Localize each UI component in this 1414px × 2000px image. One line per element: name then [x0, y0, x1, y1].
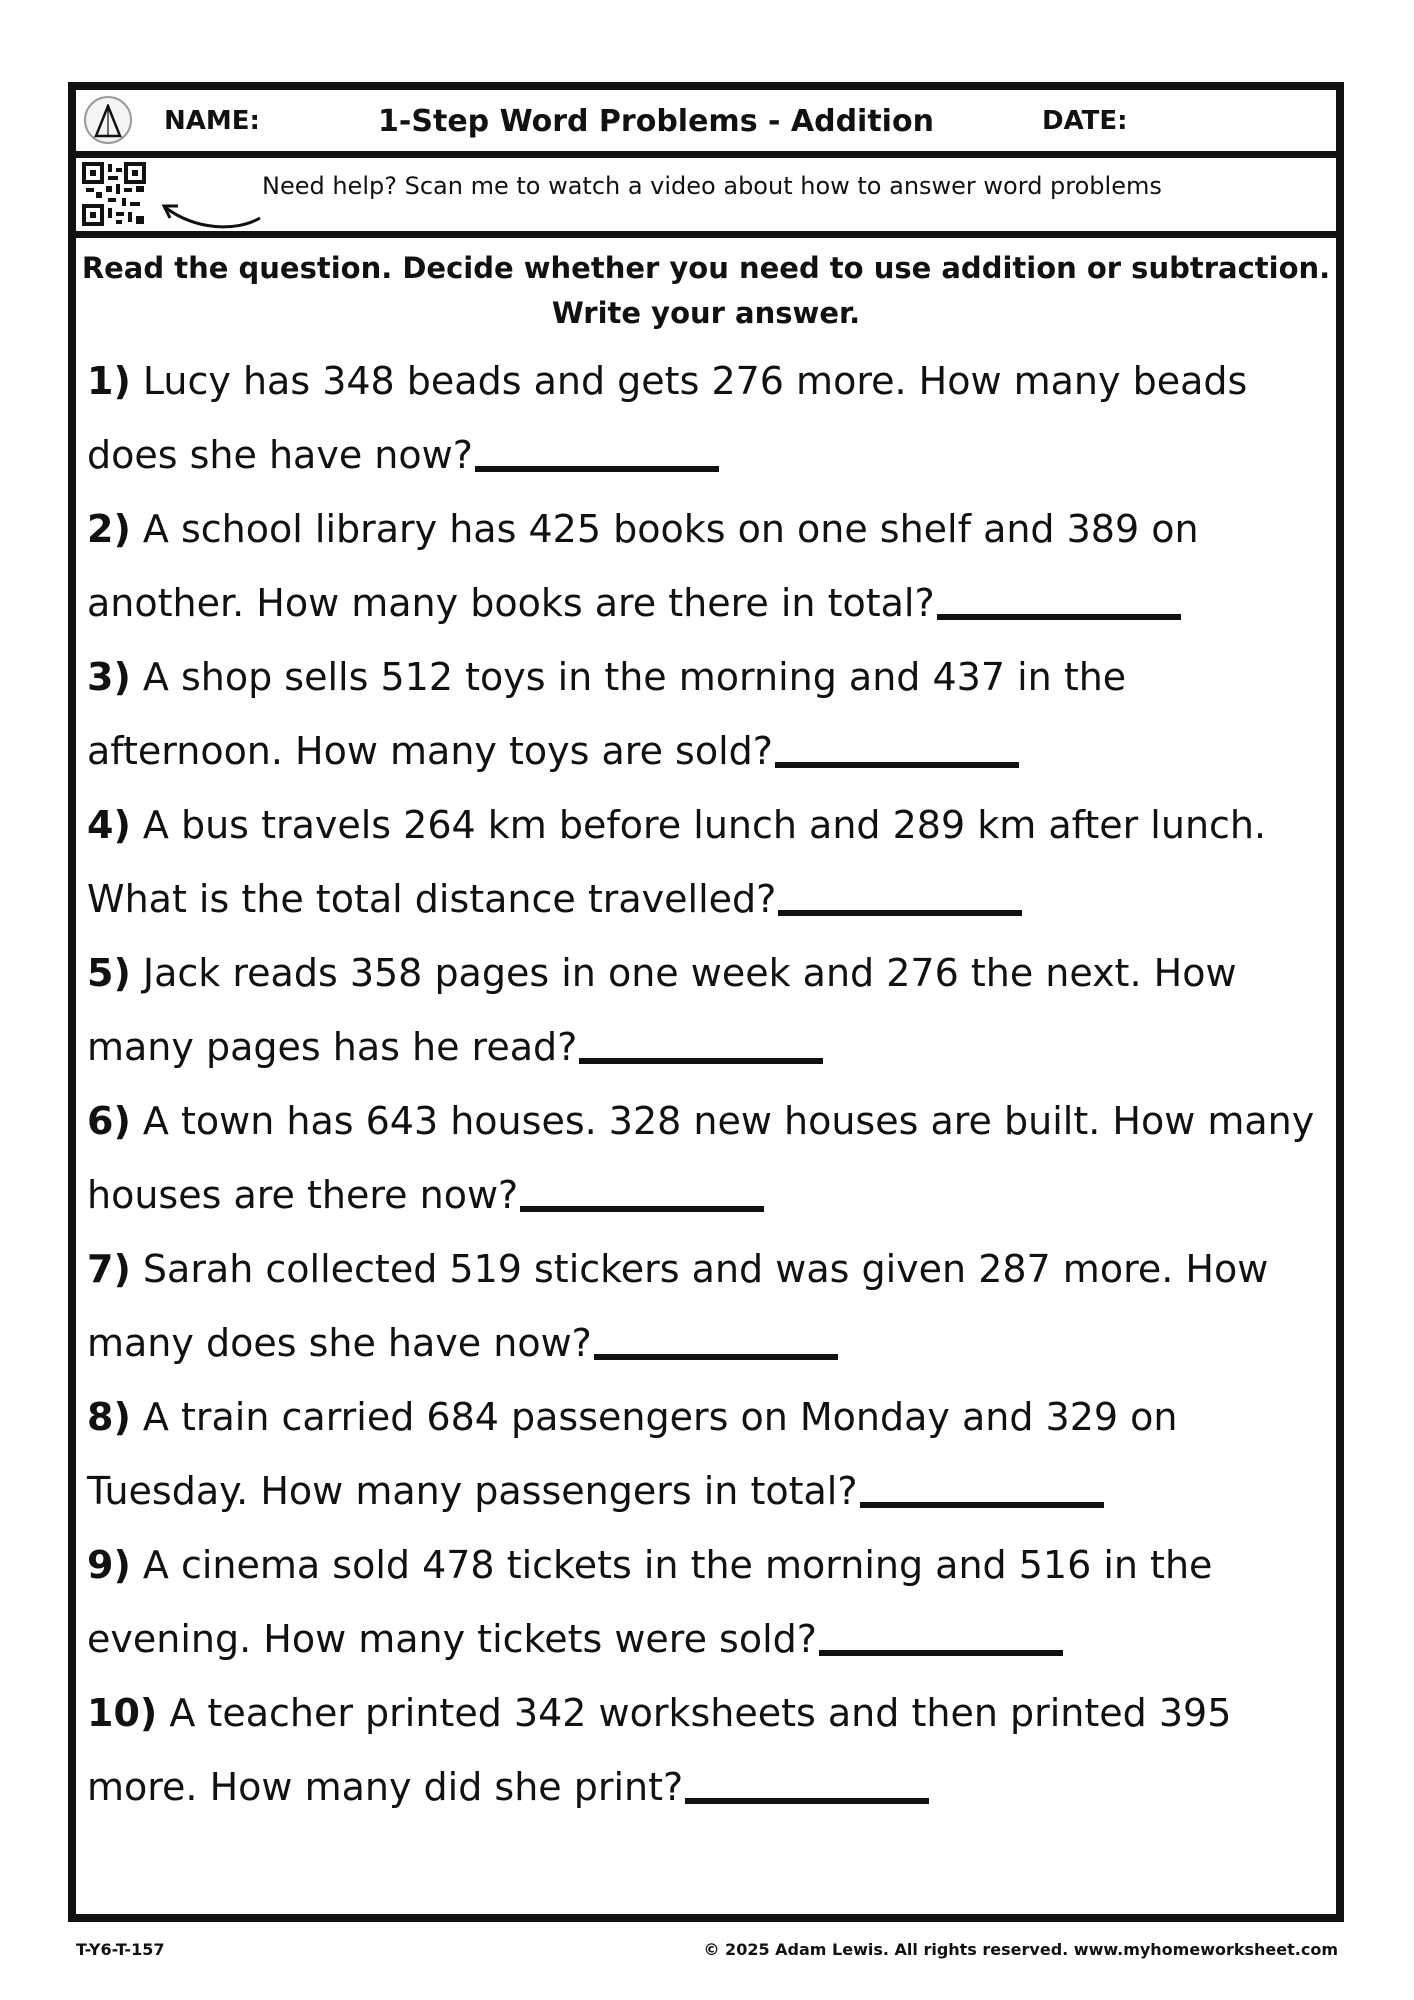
question-7: [87, 1232, 1322, 1380]
question-10: [87, 1676, 1322, 1824]
instructions-line-1: Read the question. Decide whether you need to use addition or subtraction.: [81, 251, 1331, 285]
worksheet-code: T-Y6-T-157: [76, 1940, 165, 1959]
date-label: DATE:: [1042, 106, 1128, 136]
name-label: NAME:: [164, 106, 260, 136]
question-3: [87, 640, 1322, 788]
answer-line-3[interactable]: [775, 762, 1019, 768]
question-number: 1): [87, 359, 131, 403]
question-text: Lucy has 348 beads and gets 276 more. How many beads does she have now?: [87, 359, 1248, 477]
worksheet-frame: [68, 82, 1344, 1922]
answer-line-1[interactable]: [475, 466, 719, 472]
answer-line-5[interactable]: [579, 1058, 823, 1064]
help-text: Need help? Scan me to watch a video about how to answer word problems: [262, 172, 1162, 200]
question-number: 6): [87, 1099, 131, 1143]
worksheet-title: [76, 104, 1336, 139]
answer-line-8[interactable]: [860, 1502, 1104, 1508]
question-8: [87, 1380, 1322, 1528]
question-text: A cinema sold 478 tickets in the morning and 516 in the evening. How many tickets were sold?: [87, 1543, 1213, 1661]
question-text: Jack reads 358 pages in one week and 276 the next. How many pages has he read?: [87, 951, 1237, 1069]
worksheet-title-text: 1-Step Word Problems - Addition: [378, 104, 934, 139]
question-5: [87, 936, 1322, 1084]
question-text: A shop sells 512 toys in the morning and 437 in the afternoon. How many toys are sold?: [87, 655, 1127, 773]
question-number: 10): [87, 1691, 158, 1735]
question-2: [87, 492, 1322, 640]
question-number: 4): [87, 803, 131, 847]
answer-line-2[interactable]: [937, 614, 1181, 620]
question-6: [87, 1084, 1322, 1232]
instructions-line-2: Write your answer.: [551, 296, 861, 330]
question-number: 8): [87, 1395, 131, 1439]
question-text: A school library has 425 books on one shelf and 389 on another. How many books are there in total?: [87, 507, 1199, 625]
question-number: 2): [87, 507, 131, 551]
answer-line-9[interactable]: [819, 1650, 1063, 1656]
header-row: [76, 90, 1336, 158]
question-text: A teacher printed 342 worksheets and then printed 395 more. How many did she print?: [87, 1691, 1232, 1809]
question-text: A train carried 684 passengers on Monday and 329 on Tuesday. How many passengers in total?: [87, 1395, 1178, 1513]
question-number: 5): [87, 951, 131, 995]
answer-line-6[interactable]: [520, 1206, 764, 1212]
answer-line-7[interactable]: [594, 1354, 838, 1360]
question-number: 3): [87, 655, 131, 699]
help-row: [76, 158, 1336, 238]
question-text: A town has 643 houses. 328 new houses are built. How many houses are there now?: [87, 1099, 1315, 1217]
question-number: 7): [87, 1247, 131, 1291]
question-text: Sarah collected 519 stickers and was given 287 more. How many does she have now?: [87, 1247, 1269, 1365]
question-text: A bus travels 264 km before lunch and 289 km after lunch. What is the total distance travelled?: [87, 803, 1267, 921]
instructions: [76, 246, 1336, 336]
copyright-notice: © 2025 Adam Lewis. All rights reserved. www.myhomeworksheet.com: [703, 1940, 1338, 1959]
question-9: [87, 1528, 1322, 1676]
qr-code-icon[interactable]: [82, 162, 146, 226]
answer-line-4[interactable]: [778, 910, 1022, 916]
question-list: [76, 344, 1336, 1824]
answer-line-10[interactable]: [685, 1798, 929, 1804]
question-4: [87, 788, 1322, 936]
questions-area: [76, 238, 1336, 1824]
question-1: [87, 344, 1322, 492]
curved-arrow-icon: [156, 194, 266, 234]
question-number: 9): [87, 1543, 131, 1587]
